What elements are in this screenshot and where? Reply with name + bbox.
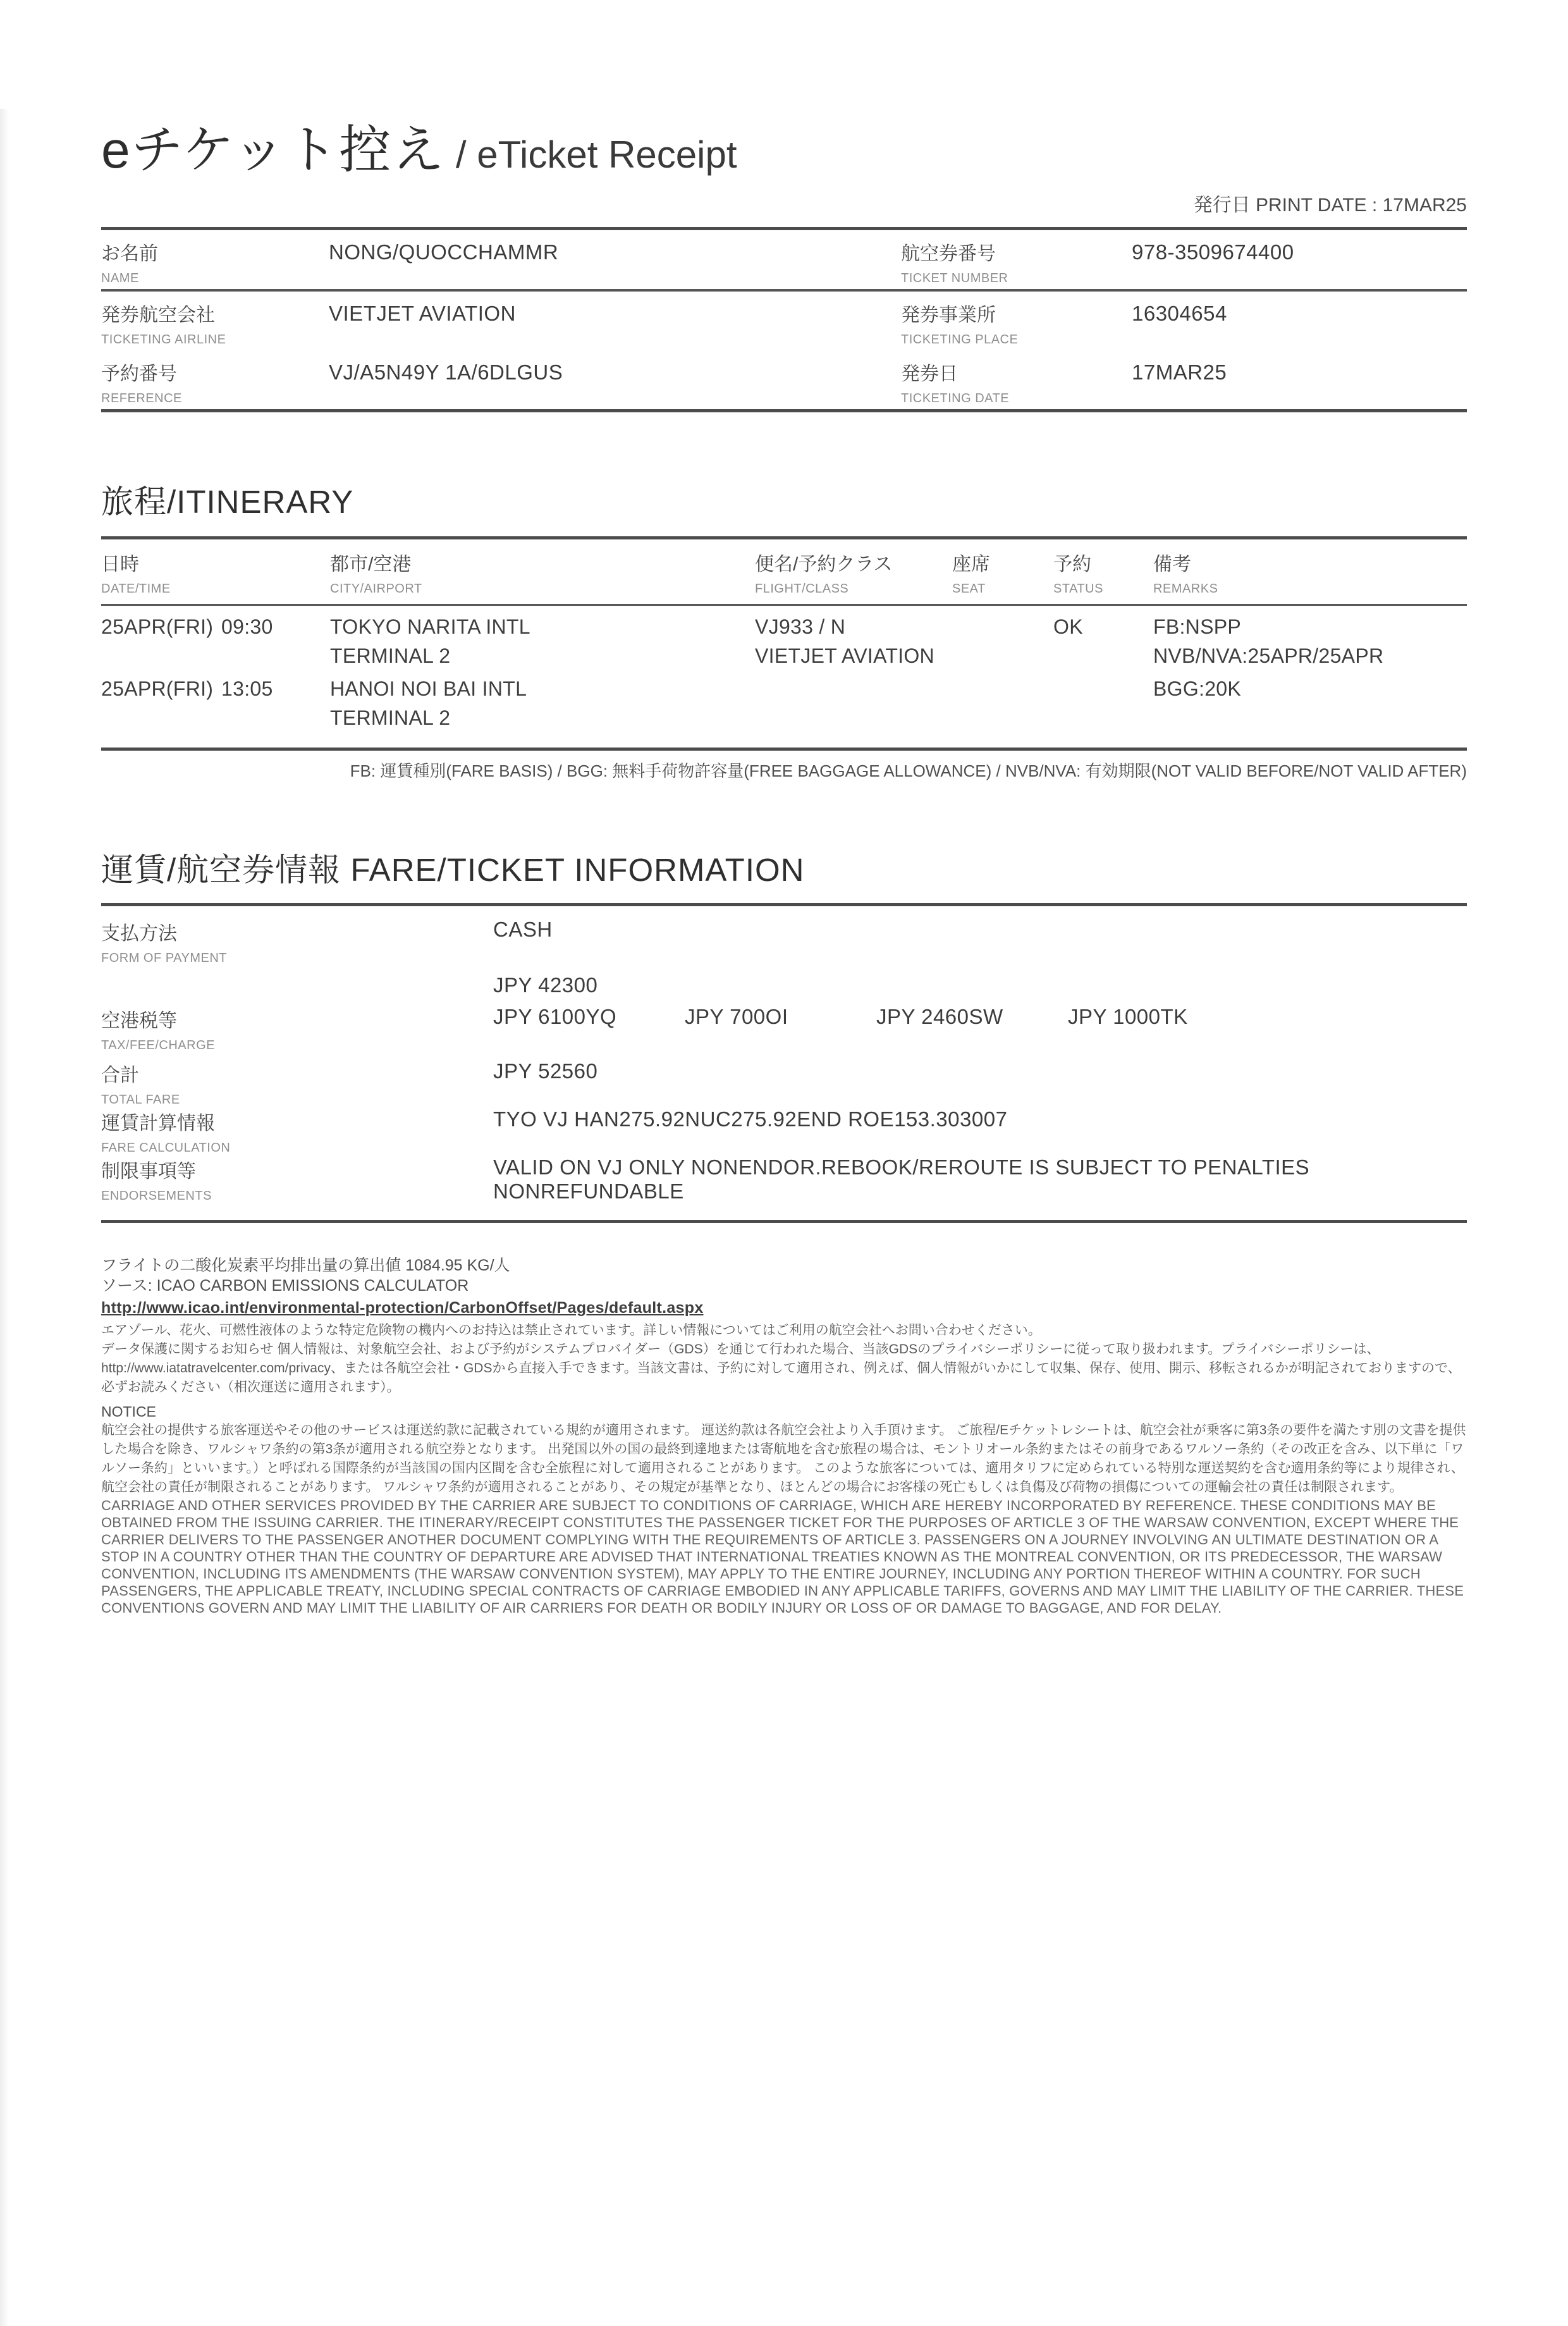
- tax-fee-charge-label: [101, 1005, 493, 1059]
- label-english: CITY/AIRPORT: [330, 582, 422, 596]
- tax-value-yq: JPY 6100YQ: [493, 1005, 617, 1028]
- fare-calculation-row: [101, 1107, 1467, 1155]
- itinerary-row-departure: [101, 612, 1467, 670]
- ticket-number-value: 978-3509674400: [1132, 240, 1294, 264]
- reference-value: VJ/A5N49Y 1A/6DLGUS: [329, 360, 563, 384]
- tax-values: [493, 1005, 1467, 1059]
- col-header-status: [1053, 548, 1153, 596]
- date-value: 25APR(FRI): [101, 677, 214, 700]
- col-header-seat: [952, 548, 1053, 596]
- itinerary-table: [101, 536, 1467, 751]
- arrival-airport: [330, 674, 755, 732]
- remarks-cell: [1153, 674, 1467, 732]
- tax-value-oi: JPY 700OI: [685, 1005, 788, 1028]
- label-english: TICKETING PLACE: [901, 333, 1019, 347]
- tax-value-tk: JPY 1000TK: [1068, 1005, 1188, 1028]
- label-japanese: 予約番号: [101, 364, 177, 385]
- ticketing-place-label: [901, 292, 1132, 350]
- base-fare-value: JPY 42300: [493, 973, 598, 997]
- label-english: FARE CALCULATION: [101, 1141, 231, 1155]
- itinerary-rows: [101, 606, 1467, 748]
- form-of-payment-value: CASH: [493, 918, 553, 941]
- reference-label: [101, 350, 329, 409]
- table-row: [101, 350, 1467, 409]
- col-header-remarks: [1153, 548, 1467, 596]
- itinerary-row-arrival: [101, 674, 1467, 732]
- label-english: DATE/TIME: [101, 582, 171, 596]
- label-english: TOTAL FARE: [101, 1093, 180, 1107]
- total-fare-label: [101, 1059, 493, 1107]
- base-fare-label-empty: [101, 973, 493, 1005]
- name-label: [101, 230, 329, 289]
- base-fare-row: [101, 973, 1467, 1005]
- label-japanese: 座席: [952, 554, 990, 575]
- label-english: REFERENCE: [101, 391, 182, 405]
- baggage-remark: BGG:20K: [1153, 677, 1242, 700]
- ticket-info-table: [101, 227, 1467, 412]
- date-value: 25APR(FRI): [101, 615, 214, 638]
- label-english: TICKETING AIRLINE: [101, 333, 226, 347]
- fare-table: [101, 903, 1467, 1223]
- print-date: 発行日 PRINT DATE : 17MAR25: [1193, 195, 1467, 216]
- label-english: TICKET NUMBER: [901, 271, 1008, 285]
- label-japanese: 航空券番号: [901, 243, 996, 264]
- hazmat-notice: エアゾール、花火、可燃性液体のような特定危険物の機内へのお持込は禁止されています。詳しい情報についてはご利用の航空会社へお問い合わせください。: [101, 1323, 1041, 1338]
- label-english: NAME: [101, 271, 139, 285]
- status-value: OK: [1053, 615, 1083, 638]
- label-japanese: 備考: [1153, 554, 1191, 575]
- label-japanese: 発券事業所: [901, 305, 996, 326]
- airport-name: HANOI NOI BAI INTL: [330, 677, 527, 700]
- form-of-payment-label: [101, 918, 493, 973]
- terminal: TERMINAL 2: [330, 706, 451, 729]
- label-japanese: 便名/予約クラス: [755, 554, 893, 575]
- table-row: [101, 230, 1467, 292]
- label-japanese: 制限事項等: [101, 1161, 196, 1182]
- label-english: SEAT: [952, 582, 986, 596]
- label-japanese: 合計: [101, 1065, 139, 1086]
- total-fare-row: [101, 1059, 1467, 1107]
- ticketing-date-value: 17MAR25: [1132, 360, 1227, 384]
- endorsements-label: [101, 1155, 493, 1203]
- label-japanese: 空港税等: [101, 1011, 177, 1031]
- col-header-datetime: [101, 548, 221, 596]
- flight-class-cell: [755, 674, 952, 732]
- label-japanese: 都市/空港: [330, 554, 412, 575]
- fare-calculation-value: TYO VJ HAN275.92NUC275.92END ROE153.303007: [493, 1107, 1008, 1131]
- departure-time: [221, 612, 330, 670]
- ticket-number-label: [901, 230, 1132, 289]
- table-row: [101, 292, 1467, 350]
- col-header-flight-class: [755, 548, 952, 596]
- label-japanese: お名前: [101, 243, 158, 264]
- label-japanese: 発券航空会社: [101, 305, 215, 326]
- page-title: [101, 109, 1467, 183]
- time-value: 13:05: [221, 677, 273, 700]
- page-title-japanese: eチケット控え: [101, 121, 446, 179]
- notice-heading: NOTICE: [101, 1403, 156, 1420]
- label-japanese: 支払方法: [101, 923, 177, 944]
- operating-carrier: VIETJET AVIATION: [755, 644, 934, 667]
- ticketing-airline-value: VIETJET AVIATION: [329, 302, 516, 325]
- fare-calculation-label: [101, 1107, 493, 1155]
- col-header-city-airport: [330, 548, 755, 596]
- endorsements-value: VALID ON VJ ONLY NONENDOR.REBOOK/REROUTE IS SUBJECT TO PENALTIES NONREFUNDABLE: [493, 1155, 1310, 1203]
- time-value: 09:30: [221, 615, 273, 638]
- flight-number-class: VJ933 / N: [755, 615, 846, 638]
- arrival-date: [101, 674, 221, 732]
- label-english: STATUS: [1053, 582, 1103, 596]
- fare-section-title: 運賃/航空券情報 FARE/TICKET INFORMATION: [101, 852, 805, 888]
- label-english: REMARKS: [1153, 582, 1218, 596]
- conditions-of-carriage-japanese: 航空会社の提供する旅客運送やその他のサービスは運送約款に記載されている規約が適用されます。 運送約款は各航空会社より入手頂けます。 ご旅程/Eチケットレシートは、航空会社が乗客に第3条の要件を満たす別の文書を提供した場合を除き、ワルシャワ条約の第3条が適用される航空券となります。 出発国以外の国の最終到達地または寄航地を含む旅程の場合は、モントリオール条約またはその前身であるワルソー条約（その改正を含み、以下単に「ワルソー条約」といいます。）と呼ばれる国際条約が当該国の国内区間を含む全旅程に対して適用されることがあります。 このような旅客については、適用タリフに定められている特別な運送契約を含む適用条約等により規律され、航空会社の責任が制限されることがあります。 ワルシャワ条約が適用されることがあり、その規定が基準となり、ほとんどの場合にお客様の死亡もしくは負傷及び荷物の損傷についての運輸会社の責任は制限されます。: [101, 1423, 1466, 1494]
- seat-cell: [952, 612, 1053, 670]
- fine-print-section: [101, 1256, 1467, 1616]
- data-protection-notice: データ保護に関するお知らせ 個人情報は、対象航空会社、および予約がシステムプロバイダー（GDS）を通じて行われた場合、当該GDSのプライバシーポリシーに従って取り扱われます。プライバシーポリシーは、http://www.iatatravelcenter.com/privacy、または各航空会社・GDSから直接入手できます。当該文書は、予約に対して適用され、例えば、個人情報がいかにして収集、保存、使用、開示、移転されるかが明記されておりますので、必ずお読みください（相次運送に適用されます）。: [101, 1342, 1461, 1394]
- label-japanese: 予約: [1053, 554, 1091, 575]
- label-english: ENDORSEMENTS: [101, 1189, 212, 1203]
- eticket-receipt-page: [0, 109, 1568, 1616]
- ticketing-place-value: 16304654: [1132, 302, 1227, 325]
- departure-date: [101, 612, 221, 670]
- status-cell: [1053, 674, 1153, 732]
- itinerary-section-title: 旅程/ITINERARY: [101, 484, 354, 520]
- fare-basis-remark: FB:NSPP: [1153, 615, 1242, 638]
- departure-airport: [330, 612, 755, 670]
- conditions-of-carriage-english: CARRIAGE AND OTHER SERVICES PROVIDED BY THE CARRIER ARE SUBJECT TO CONDITIONS OF CARRIAGE, WHICH ARE HEREBY INCORPORATED BY REFERENCE. THESE CONDITIONS MAY BE OBTAINED FROM THE ISSUING CARRIER. THE ITINERARY/RECEIPT CONSTITUTES THE PASSENGER TICKET FOR THE PURPOSES OF ARTICLE 3 OF THE WARSAW CONVENTION, EXCEPT WHERE THE CARRIER DELIVERS TO THE PASSENGER ANOTHER DOCUMENT COMPLYING WITH THE REQUIREMENTS OF ARTICLE 3. PASSENGERS ON A JOURNEY INVOLVING AN ULTIMATE DESTINATION OR A STOP IN A COUNTRY OTHER THAN THE COUNTRY OF DEPARTURE ARE ADVISED THAT INTERNATIONAL TREATIES KNOWN AS THE MONTREAL CONVENTION, OR ITS PREDECESSOR, THE WARSAW CONVENTION, INCLUDING ITS AMENDMENTS (THE WARSAW CONVENTION SYSTEM), MAY APPLY TO THE ENTIRE JOURNEY, INCLUDING ANY PORTION THEREOF WITHIN A COUNTRY. FOR SUCH PASSENGERS, THE APPLICABLE TREATY, INCLUDING SPECIAL CONTRACTS OF CARRIAGE EMBODIED IN ANY APPLICABLE TARIFFS, GOVERNS AND MAY LIMIT THE LIABILITY OF THE CARRIER. THESE CONVENTIONS GOVERN AND MAY LIMIT THE LIABILITY OF AIR CARRIERS FOR DEATH OR BODILY INJURY OR LOSS OF OR DAMAGE TO BAGGAGE, AND FOR DELAY.: [101, 1498, 1464, 1616]
- carbon-emissions-line: フライトの二酸化炭素平均排出量の算出値 1084.95 KG/人: [101, 1257, 510, 1274]
- label-japanese: 発券日: [901, 364, 958, 385]
- page-title-english: / eTicket Receipt: [445, 133, 737, 176]
- form-of-payment-row: [101, 918, 1467, 973]
- label-english: FLIGHT/CLASS: [755, 582, 849, 596]
- seat-cell: [952, 674, 1053, 732]
- carbon-source-line: ソース: ICAO CARBON EMISSIONS CALCULATOR: [101, 1277, 469, 1295]
- ticketing-airline-label: [101, 292, 329, 350]
- flight-class-cell: [755, 612, 952, 670]
- remarks-cell: [1153, 612, 1467, 670]
- label-english: TAX/FEE/CHARGE: [101, 1038, 215, 1052]
- itinerary-header-row: [101, 539, 1467, 606]
- label-japanese: 日時: [101, 554, 139, 575]
- tax-value-sw: JPY 2460SW: [876, 1005, 1003, 1028]
- passenger-name-value: NONG/QUOCCHAMMR: [329, 240, 559, 264]
- arrival-time: [221, 674, 330, 732]
- endorsements-row: [101, 1155, 1467, 1203]
- total-fare-value: JPY 52560: [493, 1059, 598, 1083]
- itinerary-abbreviations-footnote: FB: 運賃種別(FARE BASIS) / BGG: 無料手荷物許容量(FREE BAGGAGE ALLOWANCE) / NVB/NVA: 有効期限(NOT VALID BEFORE/NOT VALID AFTER): [350, 761, 1467, 780]
- validity-remark: NVB/NVA:25APR/25APR: [1153, 644, 1384, 667]
- label-english: TICKETING DATE: [901, 391, 1010, 405]
- airport-name: TOKYO NARITA INTL: [330, 615, 530, 638]
- ticketing-date-label: [901, 350, 1132, 409]
- label-english: FORM OF PAYMENT: [101, 951, 227, 965]
- icao-carbon-offset-link[interactable]: http://www.icao.int/environmental-protection/CarbonOffset/Pages/default.aspx: [101, 1299, 704, 1317]
- col-header-spacer: [221, 548, 330, 596]
- tax-fee-charge-row: [101, 1005, 1467, 1059]
- status-cell: [1053, 612, 1153, 670]
- terminal: TERMINAL 2: [330, 644, 451, 667]
- label-japanese: 運賃計算情報: [101, 1113, 215, 1134]
